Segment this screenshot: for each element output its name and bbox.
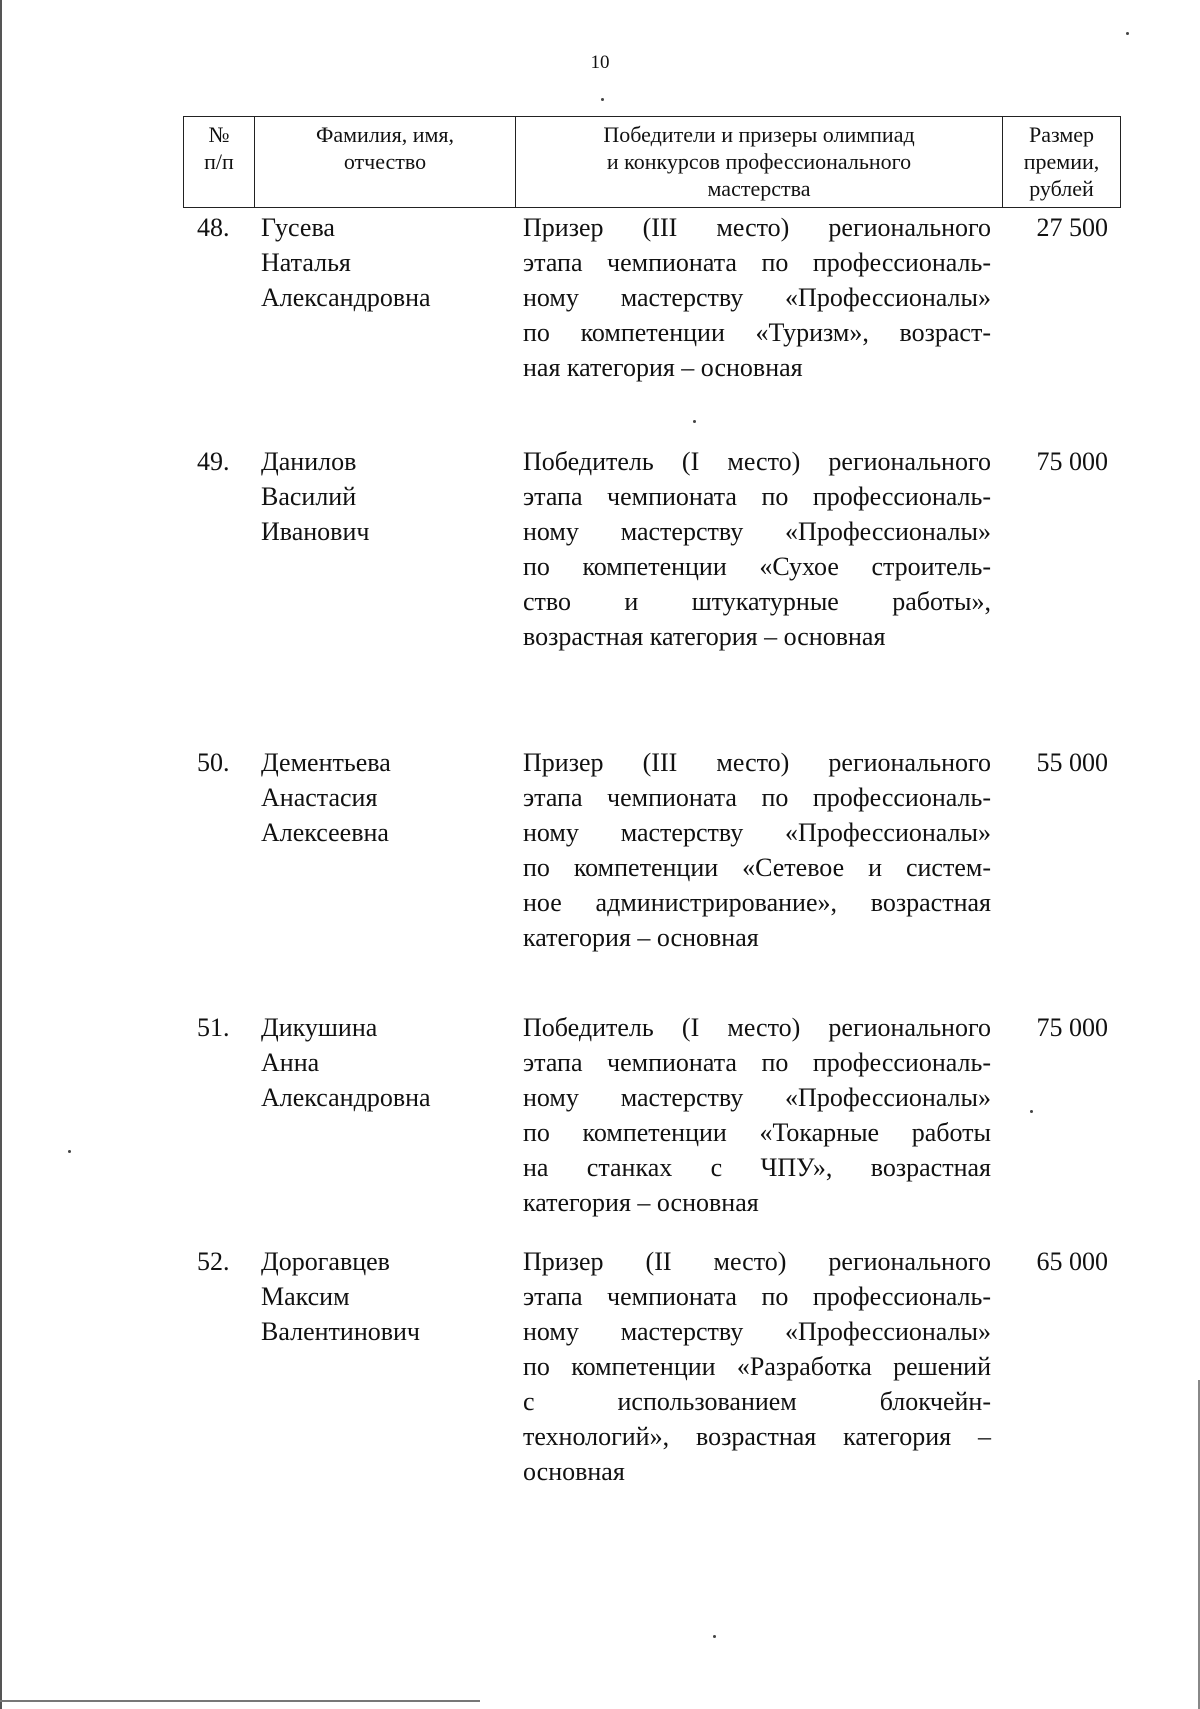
achievement-line: ному мастерству «Профессионалы»	[523, 517, 991, 546]
header-line: №	[208, 122, 230, 147]
achievement-line: ному мастерству «Профессионалы»	[523, 818, 991, 847]
row-name	[261, 1244, 511, 1349]
achievement-line: Победитель (I место) регионального	[523, 447, 991, 476]
achievement-line: ному мастерству «Профессионалы»	[523, 1317, 991, 1346]
name-line: Анастасия	[261, 783, 378, 812]
header-line: Победители и призеры олимпиад	[603, 122, 915, 147]
achievement-line: категория – основная	[523, 923, 759, 952]
row-achievement	[523, 1010, 991, 1220]
row-number: 52.	[197, 1247, 230, 1276]
row-amount: 75 000	[1036, 447, 1108, 476]
achievement-line: этапа чемпионата по профессиональ-	[523, 482, 991, 511]
row-amount: 27 500	[1036, 213, 1108, 242]
header-line: отчество	[343, 149, 427, 174]
name-line: Максим	[261, 1282, 350, 1311]
header-achievement	[516, 117, 1003, 207]
row-achievement	[523, 444, 991, 654]
header-line: премии,	[1023, 149, 1100, 174]
achievement-line: ная категория – основная	[523, 353, 803, 382]
name-line: Василий	[261, 482, 357, 511]
achievement-line: ному мастерству «Профессионалы»	[523, 1083, 991, 1112]
scan-left-edge	[0, 0, 2, 1709]
row-number: 48.	[197, 213, 230, 242]
scan-speck	[693, 420, 696, 423]
achievement-line: по компетенции «Сетевое и систем-	[523, 853, 991, 882]
row-number: 49.	[197, 447, 230, 476]
achievement-line: этапа чемпионата по профессиональ-	[523, 783, 991, 812]
header-line: мастерства	[707, 176, 811, 201]
scan-speck	[713, 1635, 716, 1638]
achievement-line: по компетенции «Сухое строитель-	[523, 552, 991, 581]
name-line: Иванович	[261, 517, 370, 546]
scan-speck	[1126, 32, 1129, 35]
achievement-line: Призер (III место) регионального	[523, 213, 991, 242]
achievement-line: на станках с ЧПУ», возрастная	[523, 1153, 991, 1182]
achievement-line: ному мастерству «Профессионалы»	[523, 283, 991, 312]
row-achievement	[523, 1244, 991, 1489]
row-number: 51.	[197, 1013, 230, 1042]
name-line: Анна	[261, 1048, 320, 1077]
achievement-line: по компетенции «Разработка решений	[523, 1352, 991, 1381]
row-achievement	[523, 210, 991, 385]
header-line: и конкурсов профессионального	[606, 149, 912, 174]
achievement-line: возрастная категория – основная	[523, 622, 886, 651]
row-name	[261, 210, 511, 315]
name-line: Валентинович	[261, 1317, 420, 1346]
name-line: Дорогавцев	[261, 1247, 390, 1276]
header-amount	[1003, 117, 1120, 207]
row-amount: 55 000	[1036, 748, 1108, 777]
row-amount: 75 000	[1036, 1013, 1108, 1042]
achievement-line: этапа чемпионата по профессиональ-	[523, 1048, 991, 1077]
name-line: Наталья	[261, 248, 351, 277]
achievement-line: по компетенции «Токарные работы	[523, 1118, 991, 1147]
name-line: Гусева	[261, 213, 335, 242]
row-name	[261, 745, 511, 850]
achievement-line: по компетенции «Туризм», возраст-	[523, 318, 991, 347]
header-number	[184, 117, 255, 207]
achievement-line: этапа чемпионата по профессиональ-	[523, 1282, 991, 1311]
achievement-line: с использованием блокчейн-	[523, 1387, 991, 1416]
name-line: Алексеевна	[261, 818, 389, 847]
scan-speck	[601, 98, 604, 101]
achievement-line: ное администрирование», возрастная	[523, 888, 991, 917]
name-line: Дикушина	[261, 1013, 378, 1042]
row-amount: 65 000	[1036, 1247, 1108, 1276]
achievement-line: Призер (III место) регионального	[523, 748, 991, 777]
table-header	[183, 116, 1121, 208]
achievement-line: основная	[523, 1457, 625, 1486]
scan-speck	[68, 1150, 71, 1153]
row-name	[261, 1010, 511, 1115]
row-achievement	[523, 745, 991, 955]
achievement-line: этапа чемпионата по профессиональ-	[523, 248, 991, 277]
name-line: Александровна	[261, 283, 431, 312]
achievement-line: Призер (II место) регионального	[523, 1247, 991, 1276]
row-number: 50.	[197, 748, 230, 777]
name-line: Дементьева	[261, 748, 391, 777]
header-name	[255, 117, 516, 207]
header-line: рублей	[1029, 176, 1094, 201]
header-line: п/п	[204, 149, 234, 174]
page-number: 10	[590, 52, 610, 73]
name-line: Александровна	[261, 1083, 431, 1112]
row-name	[261, 444, 511, 549]
scan-speck	[1030, 1110, 1033, 1113]
header-line: Размер	[1028, 122, 1095, 147]
achievement-line: категория – основная	[523, 1188, 759, 1217]
name-line: Данилов	[261, 447, 357, 476]
achievement-line: Победитель (I место) регионального	[523, 1013, 991, 1042]
header-line: Фамилия, имя,	[315, 122, 455, 147]
achievement-line: ство и штукатурные работы»,	[523, 587, 991, 616]
achievement-line: технологий», возрастная категория –	[523, 1422, 991, 1451]
scan-bottom-line	[0, 1700, 480, 1702]
